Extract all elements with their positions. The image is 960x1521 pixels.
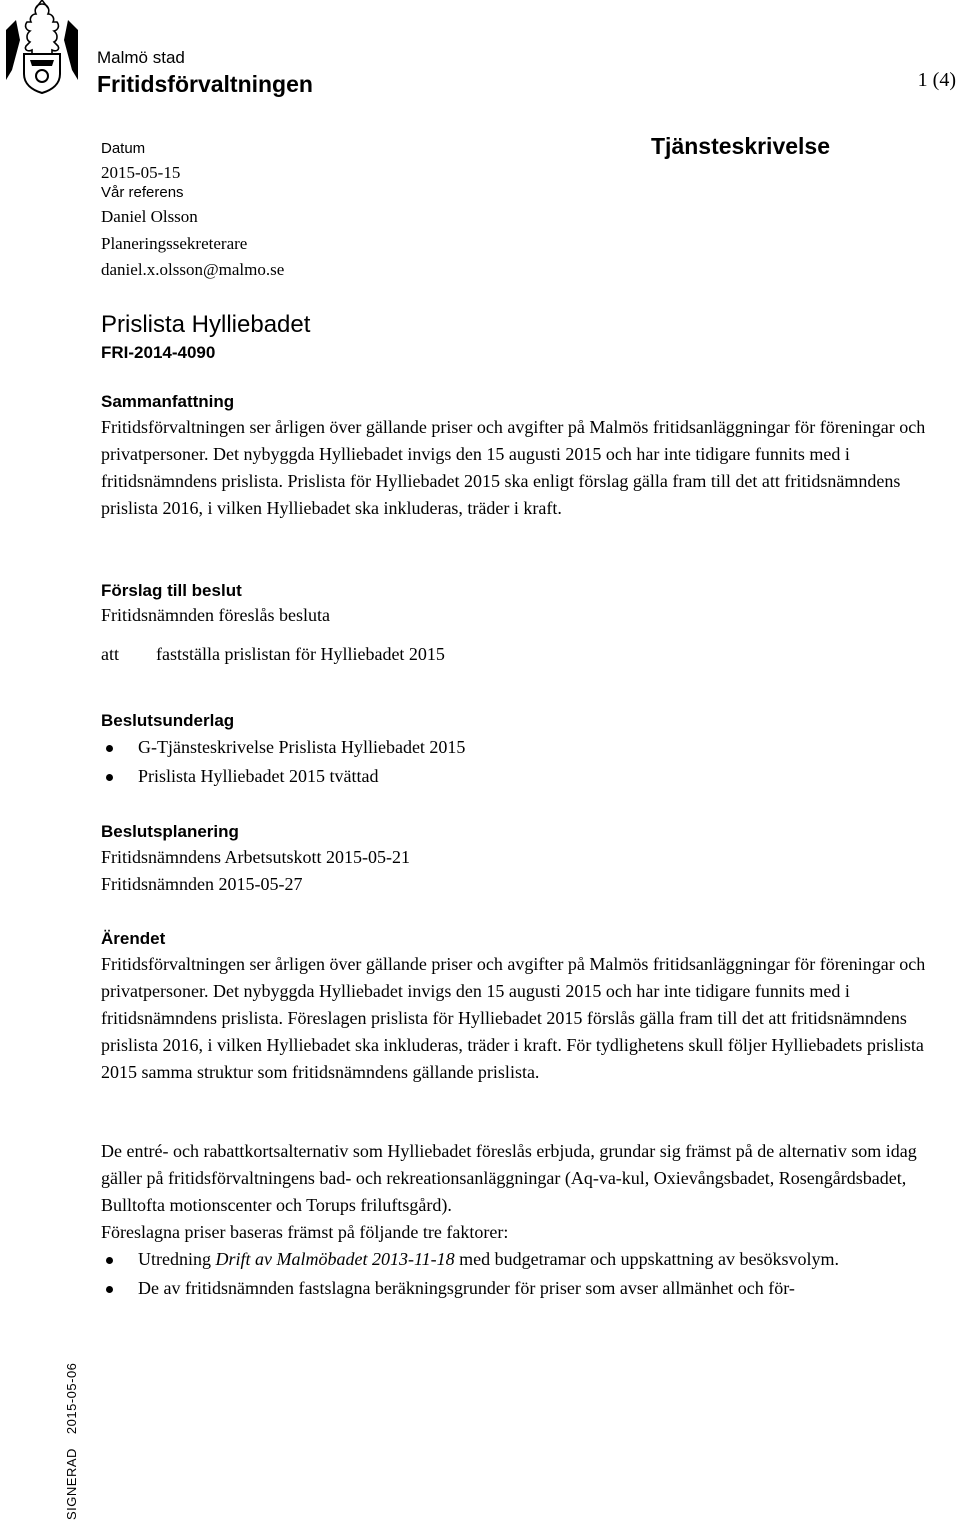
factors-intro: Föreslagna priser baseras främst på följande tre faktorer: [101,1222,509,1242]
signature-label: SIGNERAD [64,1448,79,1520]
matter-heading: Ärendet [101,929,166,948]
list-item: G-Tjänsteskrivelse Prislista Hylliebadet 2015 [101,734,951,761]
bullet-icon [106,1257,113,1264]
reference-role: Planeringssekreterare [101,234,248,253]
bullet-icon [106,745,113,752]
planning-line: Fritidsnämndens Arbetsutskott 2015-05-21 [101,847,410,867]
date-value: 2015-05-15 [101,163,181,182]
report-title: Drift av Malmöbadet 2013-11-18 [215,1249,455,1269]
basis-list [101,734,951,790]
page-number: 1 (4) [917,69,956,91]
reference-name: Daniel Olsson [101,207,198,226]
summary-heading: Sammanfattning [101,392,235,411]
signature-stamp [64,1363,79,1520]
planning-heading: Beslutsplanering [101,822,239,841]
organization-name: Malmö stad [97,48,185,67]
summary-text: Fritidsförvaltningen ser årligen över gällande priser och avgifter på Malmös fritidsanläggningar för föreningar och privatpersoner. Det nybyggda Hylliebadet invigs den 15 augusti 2015 och har inte tidigare funnits med i fritidsnämndens prislista. Prislista för Hylliebadet 2015 ska enligt förslag gälla fram till det att fritidsnämndens prislista 2016, i vilken Hylliebadet ska inkluderas, träder i kraft. [101,417,926,518]
malmo-coat-of-arms-icon [2,0,82,96]
att-text: fastställa prislistan för Hylliebadet 2015 [156,644,445,664]
date-label: Datum [101,140,146,157]
list-item: Prislista Hylliebadet 2015 tvättad [101,763,951,790]
bullet-icon [106,774,113,781]
matter-paragraph-1: Fritidsförvaltningen ser årligen över gällande priser och avgifter på Malmös fritidsanläggningar för föreningar och privatpersoner. Det nybyggda Hylliebadet invigs den 15 augusti 2015 och har inte tidigare funnits med i fritidsnämndens prislista. Föreslagen prislista för Hylliebadet 2015 förslås gälla fram till det att fritidsnämndens prislista 2016, i vilken Hylliebadet ska inkluderas, träder i kraft. För tydlighetens skull följer Hylliebadets prislista 2015 samma struktur som fritidsnämndens gällande prislista. [101,954,926,1082]
basis-heading: Beslutsunderlag [101,711,235,730]
document-type: Tjänsteskrivelse [651,133,831,159]
proposal-intro: Fritidsnämnden föreslås besluta [101,605,330,625]
att-label: att [101,644,119,664]
list-item: Utredning Drift av Malmöbadet 2013-11-18 med budgetramar och uppskattning av besöksvolym. [101,1246,951,1273]
signature-date: 2015-05-06 [64,1362,79,1435]
proposal-heading: Förslag till beslut [101,581,242,600]
bullet-icon [106,1286,113,1293]
list-item: De av fritidsnämnden fastslagna beräkningsgrunder för priser som avser allmänhet och för- [101,1275,951,1302]
reference-email: daniel.x.olsson@malmo.se [101,260,285,279]
department-name: Fritidsförvaltningen [97,71,313,97]
document-title: Prislista Hylliebadet [101,311,311,338]
factors-list [101,1246,951,1302]
case-number: FRI-2014-4090 [101,343,216,362]
matter-paragraph-2: De entré- och rabattkortsalternativ som Hylliebadet föreslås erbjuda, grundar sig främst på de alternativ som idag gäller på fritidsförvaltningens bad- och rekreationsanläggningar (Aq-va-kul, Oxievångsbadet, Rosengårdsbadet, Bulltofta motionscenter och Torups friluftsgård). [101,1141,917,1215]
planning-line: Fritidsnämnden 2015-05-27 [101,874,303,894]
reference-label: Vår referens [101,184,184,201]
